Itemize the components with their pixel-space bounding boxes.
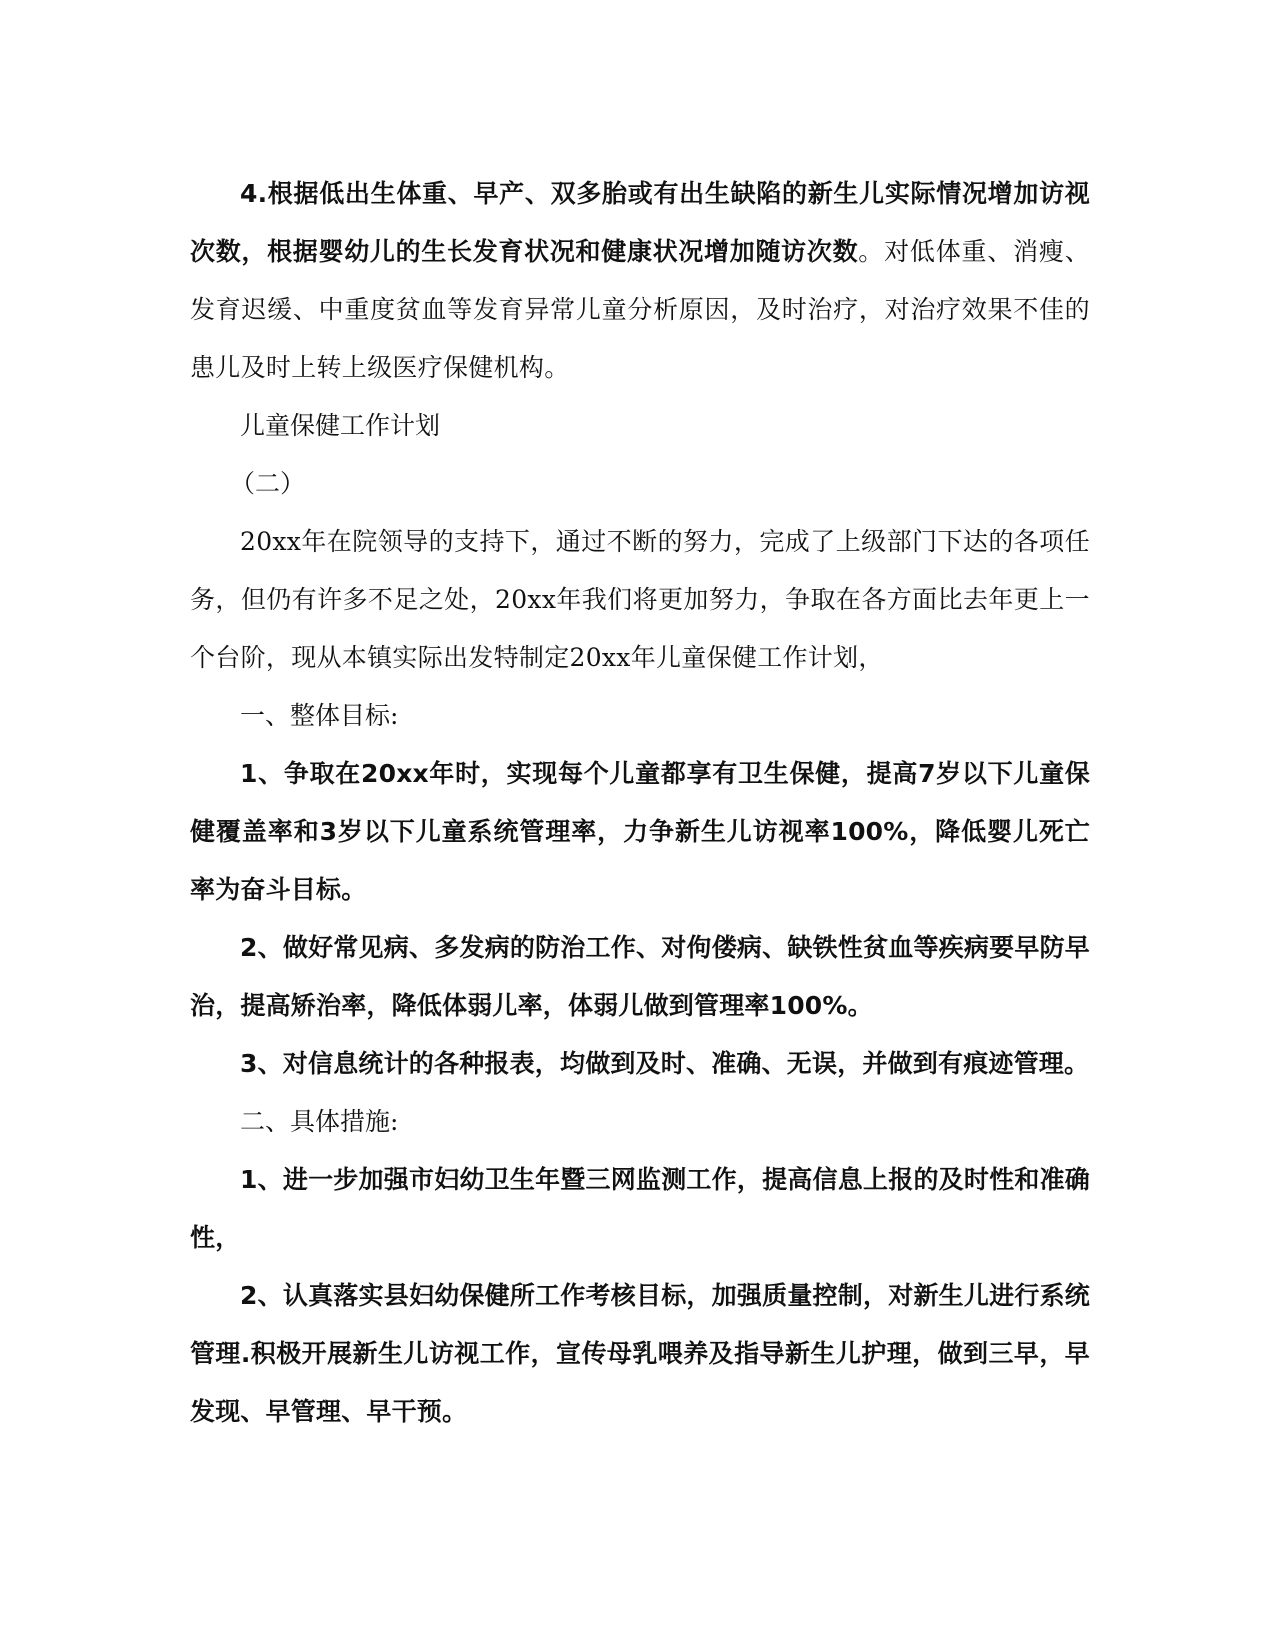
section-title: 儿童保健工作计划 <box>240 411 441 440</box>
paragraph-item-4-bold-text: 4.根据低出生体重、早产、双多胎或有出生缺陷的新生儿实际情况增加访视次数，根据婴幼儿的生长发育状况和健康状况增加随访次数 <box>190 179 1090 266</box>
measure-item-1: 1、进一步加强市妇幼卫生年暨三网监测工作，提高信息上报的及时性和准确性， <box>190 1165 1090 1252</box>
paragraph-item-4 <box>190 165 1090 397</box>
paragraph-item-4-normal-text: 。对低体重、消瘦、发育迟缓、中重度贫血等发育异常儿童分析原因，及时治疗，对治疗效果不佳的患儿及时上转上级医疗保健机构。 <box>190 237 1091 382</box>
intro-paragraph: 20xx年在院领导的支持下，通过不断的努力，完成了上级部门下达的各项任务，但仍有许多不足之处，20xx年我们将更加努力，争取在各方面比去年更上一个台阶，现从本镇实际出发特制定20xx年儿童保健工作计划， <box>190 527 1090 672</box>
heading-overall-goals: 一、整体目标: <box>240 701 399 730</box>
goal-item-2: 2、做好常见病、多发病的防治工作、对佝偻病、缺铁性贫血等疾病要早防早治，提高矫治率，降低体弱儿率，体弱儿做到管理率100%。 <box>190 933 1090 1020</box>
document-body <box>190 165 1090 1441</box>
section-number: （二） <box>230 469 306 498</box>
goal-item-1: 1、争取在20xx年时，实现每个儿童都享有卫生保健，提高7岁以下儿童保健覆盖率和3岁以下儿童系统管理率，力争新生儿访视率100%，降低婴儿死亡率为奋斗目标。 <box>190 759 1090 904</box>
measure-item-2: 2、认真落实县妇幼保健所工作考核目标，加强质量控制，对新生儿进行系统管理.积极开展新生儿访视工作，宣传母乳喂养及指导新生儿护理，做到三早，早发现、早管理、早干预。 <box>190 1281 1090 1426</box>
heading-specific-measures: 二、具体措施: <box>240 1107 399 1136</box>
goal-item-3: 3、对信息统计的各种报表，均做到及时、准确、无误，并做到有痕迹管理。 <box>240 1049 1090 1078</box>
